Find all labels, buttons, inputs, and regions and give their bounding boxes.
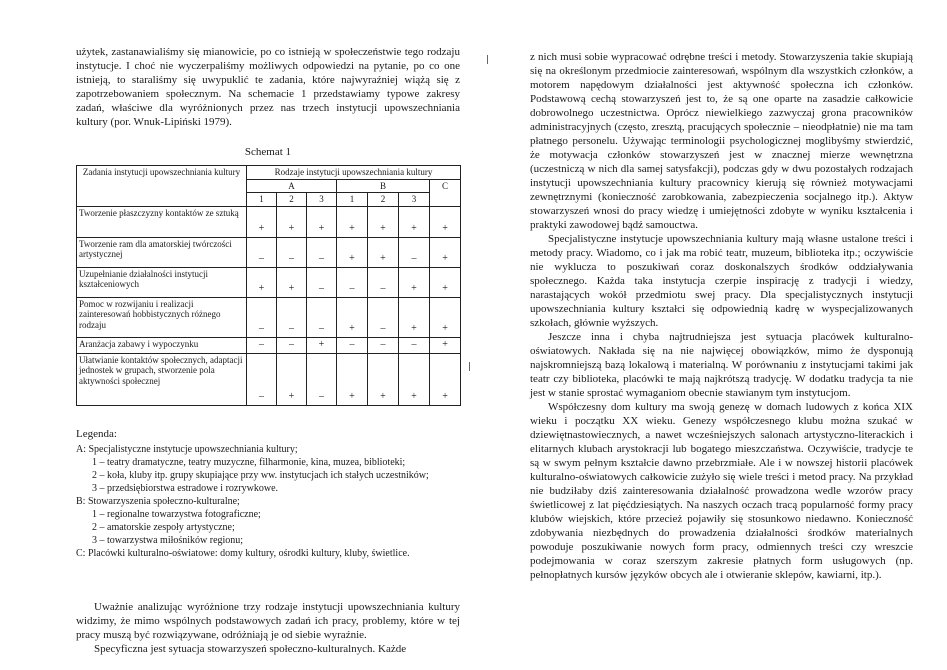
mark-cell: –: [307, 267, 337, 297]
mark-cell: –: [368, 337, 399, 353]
header-group-c: C: [430, 179, 461, 206]
legend-title: Legenda:: [76, 428, 117, 440]
table-row: [77, 297, 461, 337]
mark-cell: +: [247, 206, 277, 237]
table-header-row-1: [77, 166, 461, 180]
mark-cell: +: [399, 206, 430, 237]
legend-a2: 2 – koła, kluby itp. grupy skupiające przy ww. instytucjach ich stałych uczestników;: [92, 470, 429, 481]
mark-cell: +: [430, 297, 461, 337]
mark-cell: +: [430, 337, 461, 353]
legend: [76, 428, 460, 560]
mark-cell: +: [277, 267, 307, 297]
mark-cell: +: [337, 353, 368, 405]
left-paragraph-2: Uważnie analizując wyróżnione trzy rodzaje instytucji upowszechniania kultury widzimy, że mimo wspólnych podstawowych zadań ich pracy, problemy, które w tej pracy muszą być rozwiązywane, odróżniają je od siebie wyraźnie.: [76, 601, 460, 641]
mark-cell: +: [277, 353, 307, 405]
legend-a: A: Specjalistyczne instytucje upowszechniania kultury;: [76, 444, 298, 455]
legend-a3: 3 – przedsiębiorstwa estradowe i rozrywkowe.: [92, 483, 279, 494]
table-row: [77, 337, 461, 353]
mark-cell: +: [399, 267, 430, 297]
mark-cell: +: [337, 237, 368, 267]
task-cell: Pomoc w rozwijaniu i realizacji zainteresowań hobbistycznych różnego rodzaju: [77, 297, 247, 337]
header-a3: 3: [307, 193, 337, 207]
mark-cell: –: [399, 337, 430, 353]
mark-cell: +: [247, 267, 277, 297]
mark-cell: –: [337, 267, 368, 297]
mark-cell: +: [430, 237, 461, 267]
legend-b1: 1 – regionalne towarzystwa fotograficzne;: [92, 509, 261, 520]
gutter-mark: [487, 55, 488, 64]
left-paragraph-3: Specyficzna jest sytuacja stowarzyszeń społeczno-kulturalnych. Każde: [94, 643, 407, 655]
mark-cell: –: [337, 337, 368, 353]
mark-cell: –: [307, 297, 337, 337]
mark-cell: +: [368, 237, 399, 267]
table-row: [77, 267, 461, 297]
task-cell: Tworzenie ram dla amatorskiej twórczości artystycznej: [77, 237, 247, 267]
table-row: [77, 237, 461, 267]
header-group-b: B: [337, 179, 430, 193]
table-row: [77, 353, 461, 405]
mark-cell: +: [277, 206, 307, 237]
mark-cell: +: [337, 297, 368, 337]
legend-a1: 1 – teatry dramatyczne, teatry muzyczne, filharmonie, kina, muzea, biblioteki;: [92, 457, 406, 468]
left-bottom-text: [76, 600, 460, 656]
mark-cell: +: [307, 337, 337, 353]
mark-cell: +: [337, 206, 368, 237]
mark-cell: +: [399, 353, 430, 405]
header-a2: 2: [277, 193, 307, 207]
mark-cell: +: [430, 206, 461, 237]
right-text: [530, 50, 913, 582]
mark-cell: +: [430, 353, 461, 405]
mark-cell: –: [247, 237, 277, 267]
schemat-table: [76, 165, 461, 406]
header-group-a: A: [247, 179, 337, 193]
header-b1: 1: [337, 193, 368, 207]
right-paragraph-3: Jeszcze inna i chyba najtrudniejsza jest sytuacja placówek kulturalno-oświatowych. Nakłada się na nie najwięcej obowiązków, mimo że dysponują najskromniejszą bazą lokalową i materialną. W porównaniu z instytucjami takimi jak teatr czy biblioteka, placówki te mają najkrótszą tradycję. W dodatku tradycja ta nie jest w stanie sprostać wymaganiom obecnie stawianym tym instytucjom.: [530, 331, 913, 399]
task-cell: Uzupełnianie działalności instytucji kształceniowych: [77, 267, 247, 297]
mark-cell: –: [399, 237, 430, 267]
mark-cell: +: [307, 206, 337, 237]
table-row: [77, 206, 461, 237]
mark-cell: +: [399, 297, 430, 337]
task-cell: Aranżacja zabawy i wypoczynku: [77, 337, 247, 353]
mark-cell: –: [277, 237, 307, 267]
task-cell: Ułatwianie kontaktów społecznych, adaptacji jednostek w grupach, stworzenie pola aktywności społecznej: [77, 353, 247, 405]
mark-cell: –: [277, 337, 307, 353]
right-paragraph-1: z nich musi sobie wypracować odrębne treści i metody. Stowarzyszenia takie skupiają się na określonym przedmiocie zainteresowań, wspólnym dla wszystkich członków, a motorem napędowym działalności jest aktywność społeczna ich członków. Podstawową cechą stowarzyszeń jest to, że są one oparte na zasadzie całkowicie dobrowolnego uczestnictwa. Oprócz niewielkiego zazwyczaj grona pracowników administracyjnych (często, zresztą, pracujących społecznie – nieodpłatnie) nie ma tam płatnego personelu. Używając terminologii psychologicznej moglibyśmy stwierdzić, że motywacja członków stowarzyszeń jest w znacznej mierze wewnętrzna (uczestniczą w nich dla samej satysfakcji), podczas gdy w dwu pozostałych rodzajach instytucji upowszechniania kultury pracownicy kierują się również motywacjami zewnętrznymi (konieczność zarobkowania, zabezpieczenia socjalnego itp.). Aktyw stowarzyszeń wnosi do pracy wiedzę i umiejętności zdobyte w wyniku kształcenia i praktyki zawodowej bądź samouctwa.: [530, 51, 913, 231]
header-institution-types: Rodzaje instytucji upowszechniania kultury: [247, 166, 461, 180]
mark-cell: –: [247, 337, 277, 353]
mark-cell: –: [247, 353, 277, 405]
header-a1: 1: [247, 193, 277, 207]
mark-cell: –: [277, 297, 307, 337]
mark-cell: +: [368, 206, 399, 237]
schemat-title: Schemat 1: [244, 146, 292, 158]
right-paragraph-2: Specjalistyczne instytucje upowszechniania kultury mają własne ustalone treści i metody pracy. Wiadomo, co i jak ma robić teatr, muzeum, biblioteka itp.; oczywiście nie wyklucza to poszukiwań coraz doskonalszych środków oddziaływania społecznego. Każda taka instytucja czerpie inspirację z tradycji i wiedzy, narastających wokół przedmiotu swej pracy. Dla specjalistycznych instytucji upowszechniania kultury kształci się odpowiednią kadrę w wyspecjalizowanych szkołach, głównie wyższych.: [530, 233, 913, 329]
header-b3: 3: [399, 193, 430, 207]
mark-cell: –: [307, 237, 337, 267]
gutter-mark: [469, 362, 470, 371]
left-paragraph-1: użytek, zastanawialiśmy się mianowicie, po co istnieją w społeczeństwie tego rodzaju instytucje. I choć nie wyczerpaliśmy możliwych odpowiedzi na pytanie, po co one istnieją, to staraliśmy się uwypuklić te zadania, które najwyraźniej wiążą się z zapotrzebowaniem społecznym. Na schemacie 1 przedstawiamy typowe zakresy zadań, właściwe dla wyróżnionych przez nas trzech instytucji upowszechniania kultury (por. Wnuk-Lipiński 1979).: [76, 46, 460, 128]
header-b2: 2: [368, 193, 399, 207]
mark-cell: +: [368, 353, 399, 405]
mark-cell: +: [430, 267, 461, 297]
legend-c: C: Placówki kulturalno-oświatowe: domy kultury, ośrodki kultury, kluby, świetlice.: [76, 548, 410, 559]
mark-cell: –: [307, 353, 337, 405]
mark-cell: –: [368, 267, 399, 297]
right-paragraph-4: Współczesny dom kultury ma swoją genezę w domach ludowych z końca XIX wieku i początku XX wieku. Genezy współczesnego klubu można szukać w dziewiętnastowiecznych, a nawet wcześniejszych salonach artystyczno-literackich i elitarnych klubach arystokracji lub bogatego mieszczaństwa. Oczywiście, tradycje te są w swym pełnym kształcie dawno przebrzmiałe. Ale i w nowszej historii placówek kulturalno-oświatowych całkowicie zużyło się wiele treści i metod pracy. Na przykład nie budziłaby dziś zainteresowania działalność prowadzona wedle wzorów pracy świetlicowej z lat pięćdziesiątych. Na naszych oczach tracą popularność formy pracy klubów wiejskich, które przecież pojawiły się stosunkowo niedawno. Konieczność zdobywania niezbędnych do prowadzenia działalności środków materialnych powoduje poszukiwanie nowych form pracy, odmiennych treści czy wreszcie podejmowania w coraz szerszym zakresie płatnych form usługowych (np. pełnopłatnych kursów języków obcych ale i otwieranie sklepów, kawiarni, itp.).: [530, 401, 913, 581]
legend-b3: 3 – towarzystwa miłośników regionu;: [92, 535, 244, 546]
mark-cell: –: [247, 297, 277, 337]
legend-b: B: Stowarzyszenia społeczno-kulturalne;: [76, 496, 240, 507]
mark-cell: –: [368, 297, 399, 337]
header-tasks: Zadania instytucji upowszechniania kultury: [77, 166, 247, 207]
legend-b2: 2 – amatorskie zespoły artystyczne;: [92, 522, 235, 533]
task-cell: Tworzenie płaszczyzny kontaktów ze sztuką: [77, 206, 247, 237]
